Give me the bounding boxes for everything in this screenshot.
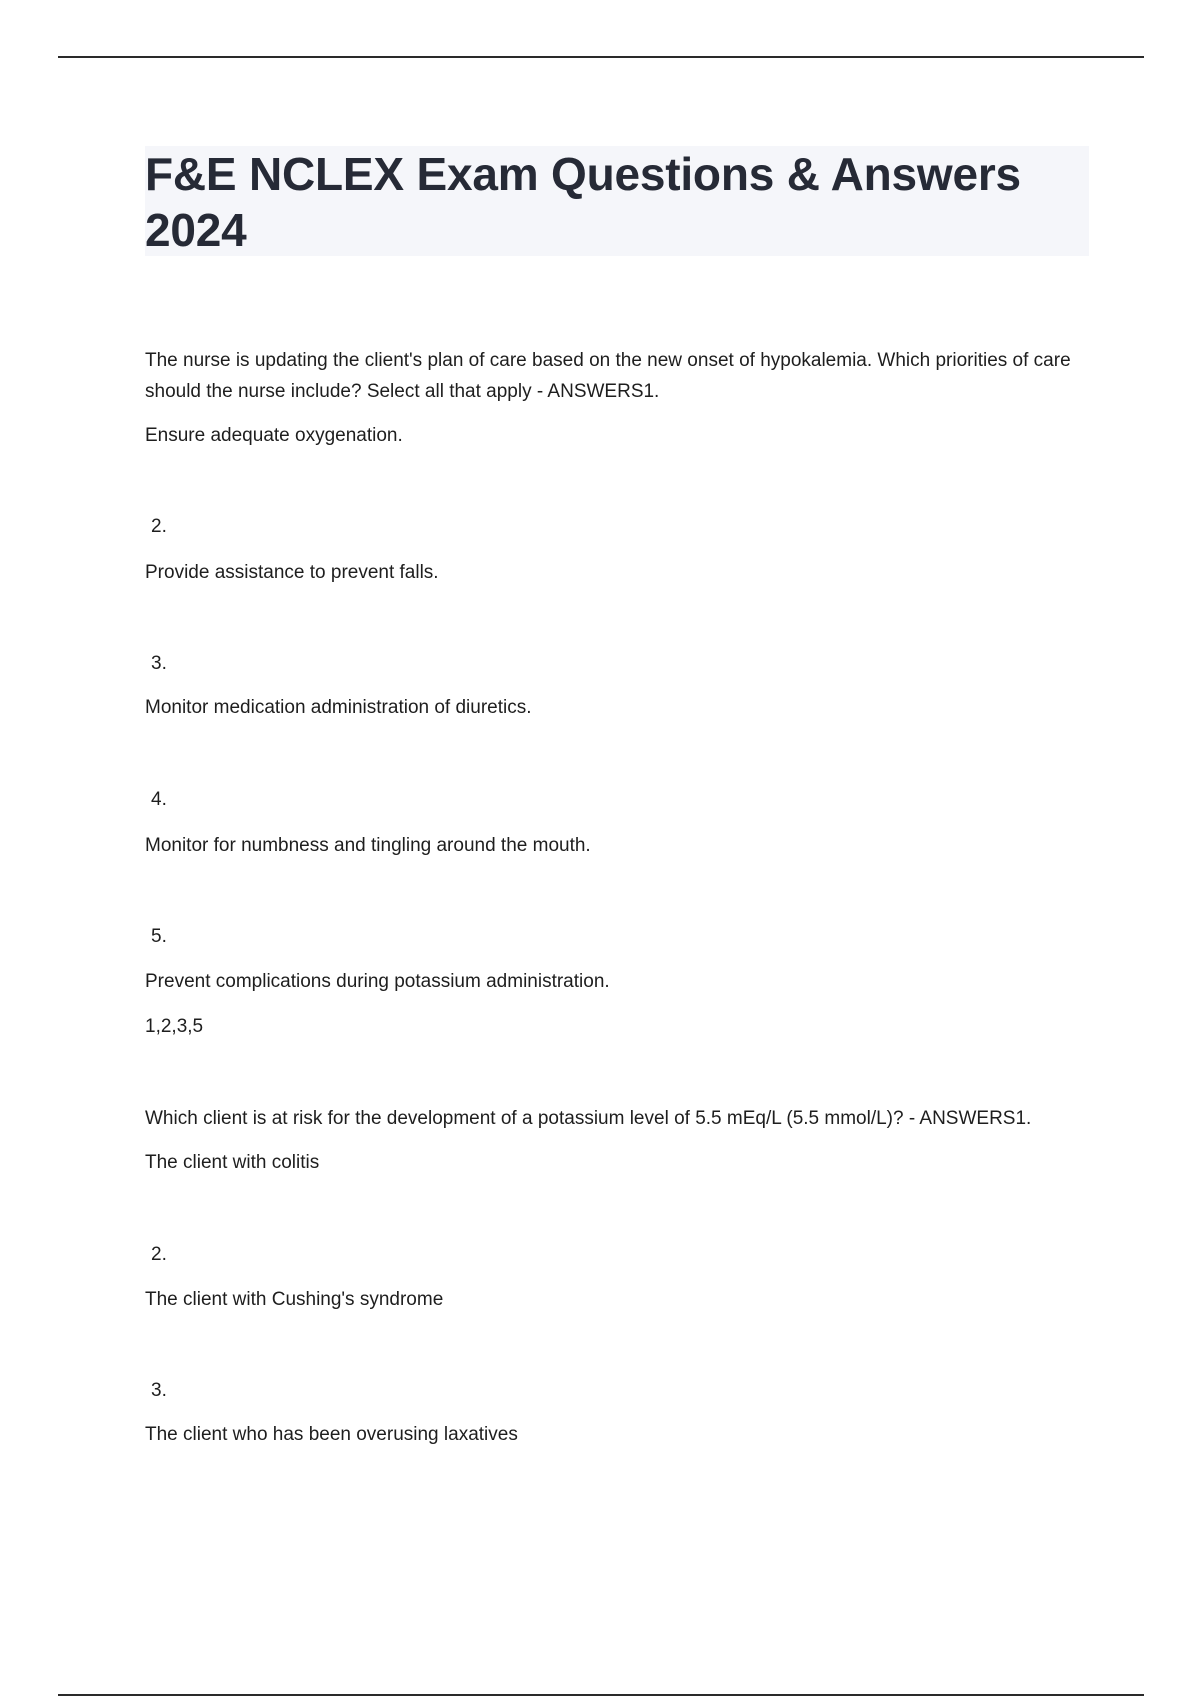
question-1-answer: 1,2,3,5 [145,1016,204,1037]
title-block [145,146,1089,256]
question-1-option-5-number: 5. [151,926,167,947]
question-1-option-2: Provide assistance to prevent falls. [145,562,439,583]
question-1-option-1: Ensure adequate oxygenation. [145,425,403,446]
question-2-prompt: Which client is at risk for the development of a potassium level of 5.5 mEq/L (5.5 mmol/L)? - ANSWERS1. [145,1108,1032,1129]
question-1-option-4-number: 4. [151,789,167,810]
footer-rule [58,1694,1144,1696]
question-1-option-3-number: 3. [151,653,167,674]
question-1-option-3: Monitor medication administration of diuretics. [145,697,532,718]
question-2-option-3: The client who has been overusing laxatives [145,1424,518,1445]
question-2-option-1: The client with colitis [145,1152,320,1173]
question-1-prompt: The nurse is updating the client's plan of care based on the new onset of hypokalemia. Which priorities of care should the nurse include? Select all that apply - ANSWERS1. [145,350,1071,402]
question-1-option-4: Monitor for numbness and tingling around the mouth. [145,835,591,856]
question-1-option-2-number: 2. [151,516,167,537]
question-2-option-2: The client with Cushing's syndrome [145,1289,444,1310]
page-title: F&E NCLEX Exam Questions & Answers 2024 [145,148,1021,256]
question-2-option-2-number: 2. [151,1244,167,1265]
header-rule [58,56,1144,58]
question-2-option-3-number: 3. [151,1380,167,1401]
question-1-option-5: Prevent complications during potassium administration. [145,971,610,992]
